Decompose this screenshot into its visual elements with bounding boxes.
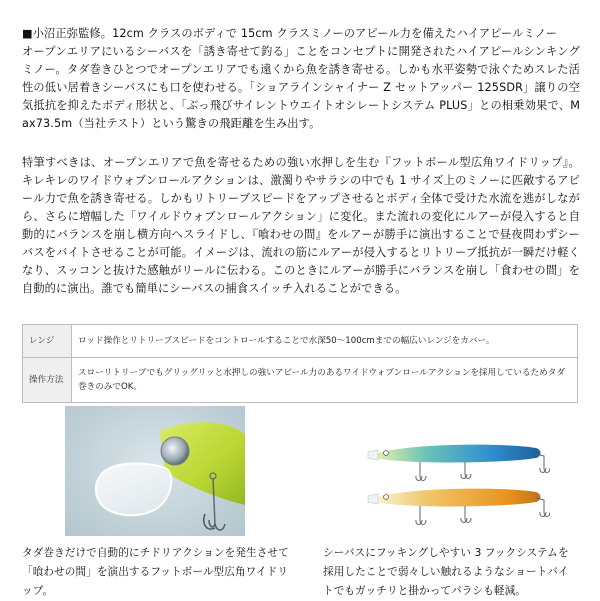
orange-lure-eye (384, 495, 389, 500)
orange-lure-middle-hook (461, 506, 471, 523)
two-lures-illustration (360, 406, 550, 536)
range-label: レンジ (23, 325, 72, 358)
orange-lure-body (376, 489, 541, 507)
table-row (23, 358, 578, 403)
hook-system-photo (360, 406, 550, 536)
orange-lure (368, 489, 550, 525)
left-photo-caption: タダ巻きだけで自動的にチドリアクションを発生させて「喰わせの間」を演出するフットボール型広角ワイドリップ。 (22, 547, 289, 597)
lure-lip-illustration (65, 406, 245, 536)
orange-lure-front-hook (416, 506, 426, 525)
lip-shape (96, 463, 171, 515)
lure-eye-shape (161, 437, 189, 465)
range-value: ロッド操作とリトリーブスピードをコントロールすることで水深50〜100cmまでの幅広いレンジをカバー。 (72, 325, 578, 358)
blue-lure-eye (384, 451, 389, 456)
blue-lure-middle-hook (461, 462, 471, 479)
lip-closeup-photo (65, 406, 245, 536)
feature-paragraph: 特筆すべきは、オープンエリアで魚を寄せるための強い水押しを生む『フットボール型広角ワイドリップ』。キレキレのワイドウォブンロールアクションは、激濁りやサラシの中でも 1 サイズ上のミノーに匹敵するアピール力で魚を誘き寄せる。しかもリトリーブスピードをアップさせるとボディ全体で受けた水流を逃がしながら、さらに増幅した「ワイルドウォブンロールアクション」に変化。また流れの変化にルアーが侵入すると自動的にバランスを崩し横方向へスライドし、『喰わせの間』をルアーが勝手に演出することで昼夜問わずシーバスをバイトさせることが可能。イメージは、流れの筋にルアーが侵入するとリトリーブ抵抗が一瞬だけ軽くなり、スッコンと抜けた感触がリールに伝わる。このときにルアーが勝手にバランスを崩し「食わせの間」を自動的に演出。誰でも簡単にシーバスの捕食スイッチ入れることができる。 (22, 156, 580, 295)
blue-lure-body (376, 445, 541, 463)
right-photo-caption: シーバスにフッキングしやすい 3 フックシステムを採用したことで弱々しい触れるようなショートバイトでもガッチリと掛かってバラシも軽減。 (323, 547, 569, 597)
blue-lure-lip (368, 450, 378, 460)
operation-label: 操作方法 (23, 358, 72, 403)
table-row (23, 325, 578, 358)
operation-value: スローリトリーブでもグリッグリッと水押しの強いアピール力のあるワイドウォブンロールアクションを採用しているためタダ巻きのみでOK。 (72, 358, 578, 403)
blue-lure (368, 445, 550, 481)
intro-paragraph: ■小沼正弥監修。12cm クラスのボディで 15cm クラスミノーのアピール力を備えたハイアピールミノー オープンエリアにいるシーバスを「誘き寄せて釣る」ことをコンセプトに開発されたハイアピールシンキングミノー。タダ巻きひとつでオープンエリアでも遠くから魚を誘き寄せる。しかも水平姿勢で泳ぐためスレた活性の低い居着きシーバスにも口を使わせる。「ショアラインシャイナー Z セットアッパー 125SDR」譲りの空気抵抗を抑えたボディ形状と、「ぶっ飛びサイレントウエイトオシレートシステム PLUS」との相乗効果で、Max73.5m（当社テスト）という驚きの飛距離を生み出す。 (22, 27, 580, 130)
orange-lure-lip (368, 494, 378, 504)
spec-table (22, 324, 578, 403)
blue-lure-front-hook (416, 462, 426, 481)
